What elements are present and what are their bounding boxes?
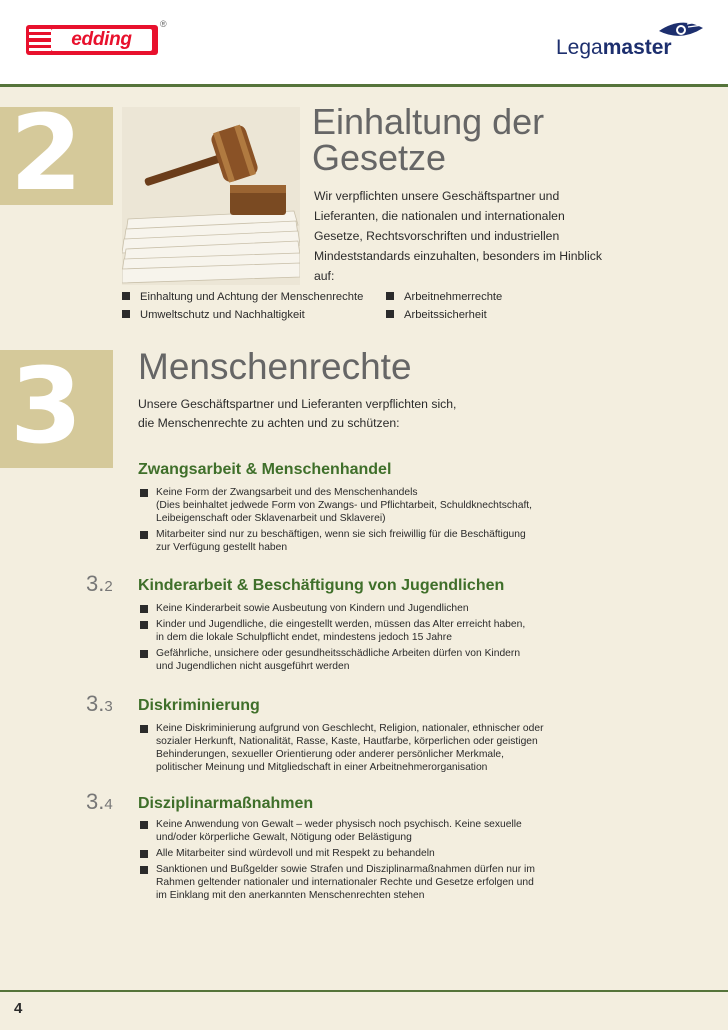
- subsection-number: [86, 790, 113, 817]
- bullet-square-icon: [386, 292, 394, 300]
- subsection-number: [86, 692, 113, 719]
- bullet-square-icon: [386, 310, 394, 318]
- bullet-text: Arbeitssicherheit: [404, 309, 487, 321]
- legamaster-prefix: Lega: [556, 36, 603, 59]
- section-number-2: [0, 92, 113, 214]
- bullet-text: Arbeitnehmerrechte: [404, 291, 503, 303]
- list-item-line: Alle Mitarbeiter sind würdevoll und mit Respekt zu behandeln: [156, 848, 435, 859]
- subsection-number-major: 3.: [86, 691, 105, 716]
- list-item-line: Keine Kinderarbeit sowie Ausbeutung von Kindern und Jugendlichen: [156, 603, 469, 614]
- list-item-line: und/oder körperliche Gewalt, Nötigung oder Belästigung: [156, 832, 412, 843]
- list-item-line: Keine Diskriminierung aufgrund von Geschlecht, Religion, nationaler, ethnischer oder: [156, 723, 544, 734]
- list-item-line: zur Verfügung gestellt haben: [156, 542, 288, 553]
- list-item-line: Rahmen geltender nationaler und internationaler Rechte und Gesetze erfolgen und: [156, 877, 534, 888]
- section-number-2-text: 2: [10, 92, 83, 214]
- section-number-3-text: 3: [10, 345, 83, 467]
- bullet-square-icon: [122, 292, 130, 300]
- section-3-intro-line2: die Menschenrechte zu achten und zu schützen:: [138, 416, 400, 430]
- list-item: [140, 602, 610, 615]
- list-item: [140, 486, 610, 525]
- subsection-number-minor: 4: [104, 796, 113, 813]
- section-3-title: Menschenrechte: [138, 346, 412, 387]
- list-item: [140, 722, 610, 774]
- subsection-list: [140, 486, 610, 557]
- edding-wordmark: edding: [51, 29, 152, 51]
- list-item: [140, 618, 610, 644]
- section-3-intro: [138, 395, 558, 433]
- bullet-item: [386, 308, 487, 322]
- section-number-3: [0, 345, 113, 468]
- list-item: [140, 863, 610, 902]
- list-item-line: Sanktionen und Bußgelder sowie Strafen und Disziplinarmaßnahmen dürfen nur im: [156, 864, 535, 875]
- subsection-number-minor: 3: [104, 698, 113, 715]
- bullet-item: [122, 308, 305, 322]
- list-item: [140, 528, 610, 554]
- list-item-line: im Einklang mit den anerkannten Menschenrechten stehen: [156, 890, 425, 901]
- list-item-line: sozialer Herkunft, Nationalität, Rasse, Kaste, Hautfarbe, körperlichen oder geistigen: [156, 736, 538, 747]
- section-2-title: [312, 101, 545, 178]
- subsection-list: [140, 602, 610, 676]
- list-item-line: Leibeigenschaft oder Sklavenarbeit und Sklaverei): [156, 513, 386, 524]
- bullet-item: [122, 290, 363, 304]
- header-rule: [0, 84, 728, 87]
- section-2-title-line2: Gesetze: [312, 137, 447, 178]
- page-number: 4: [14, 1000, 23, 1017]
- list-item-line: Mitarbeiter sind nur zu beschäftigen, wenn sie sich freiwillig für die Beschäftigung: [156, 529, 526, 540]
- list-item-line: und Jugendlichen nicht ausgeführt werden: [156, 661, 350, 672]
- subsection-heading: Disziplinarmaßnahmen: [138, 795, 314, 812]
- section-3-intro-line1: Unsere Geschäftspartner und Lieferanten verpflichten sich,: [138, 397, 457, 411]
- subsection-heading: Kinderarbeit & Beschäftigung von Jugendlichen: [138, 577, 505, 594]
- list-item-line: (Dies beinhaltet jedwede Form von Zwangs- und Pflichtarbeit, Schuldknechtschaft,: [156, 500, 533, 511]
- legamaster-suffix: master: [602, 36, 672, 59]
- footer-rule: [0, 990, 728, 992]
- gavel-on-papers-image: [122, 107, 300, 285]
- list-item-line: Behinderungen, sexueller Orientierung oder anderer persönlicher Merkmale,: [156, 749, 504, 760]
- edding-logo: [26, 25, 158, 55]
- edding-stripes-icon: [26, 25, 51, 55]
- list-item-line: in dem die lokale Schulpflicht endet, mindestens jedoch 15 Jahre: [156, 632, 452, 643]
- registered-mark: ®: [160, 19, 167, 29]
- subsection-list: [140, 722, 610, 777]
- subsection-number: [86, 572, 113, 599]
- section-2-title-line1: Einhaltung der: [312, 101, 545, 142]
- subsection-heading: Diskriminierung: [138, 697, 260, 714]
- bullet-item: [386, 290, 502, 304]
- list-item-line: Kinder und Jugendliche, die eingestellt werden, müssen das Alter erreicht haben,: [156, 619, 526, 630]
- page-header: [0, 0, 728, 84]
- subsection-number-major: 3.: [86, 789, 105, 814]
- list-item-line: Keine Anwendung von Gewalt – weder physisch noch psychisch. Keine sexuelle: [156, 819, 522, 830]
- legamaster-logo: [556, 36, 672, 60]
- subsection-number-minor: 2: [104, 578, 113, 595]
- list-item-line: politischer Meinung und Mitgliedschaft in einer Arbeitnehmerorganisation: [156, 762, 488, 773]
- list-item-line: Keine Form der Zwangsarbeit und des Menschenhandels: [156, 487, 418, 498]
- list-item: [140, 847, 610, 860]
- list-item-line: Gefährliche, unsichere oder gesundheitsschädliche Arbeiten dürfen von Kindern: [156, 648, 521, 659]
- bullet-square-icon: [122, 310, 130, 318]
- gavel-illustration: [122, 107, 300, 285]
- subsection-list: [140, 818, 610, 905]
- bullet-text: Einhaltung und Achtung der Menschenrechte: [140, 291, 364, 303]
- list-item: [140, 818, 610, 844]
- section-2-intro: Wir verpflichten unsere Geschäftspartner und Lieferanten, die nationalen und internationalen Gesetze, Rechtsvorschriften und industriellen Mindeststandards einzuhalten, besonders im Hinblick auf:: [314, 189, 602, 283]
- subsection-heading: Zwangsarbeit & Menschenhandel: [138, 461, 392, 478]
- subsection-number-major: 3.: [86, 571, 105, 596]
- bullet-text: Umweltschutz und Nachhaltigkeit: [140, 309, 305, 321]
- list-item: [140, 647, 610, 673]
